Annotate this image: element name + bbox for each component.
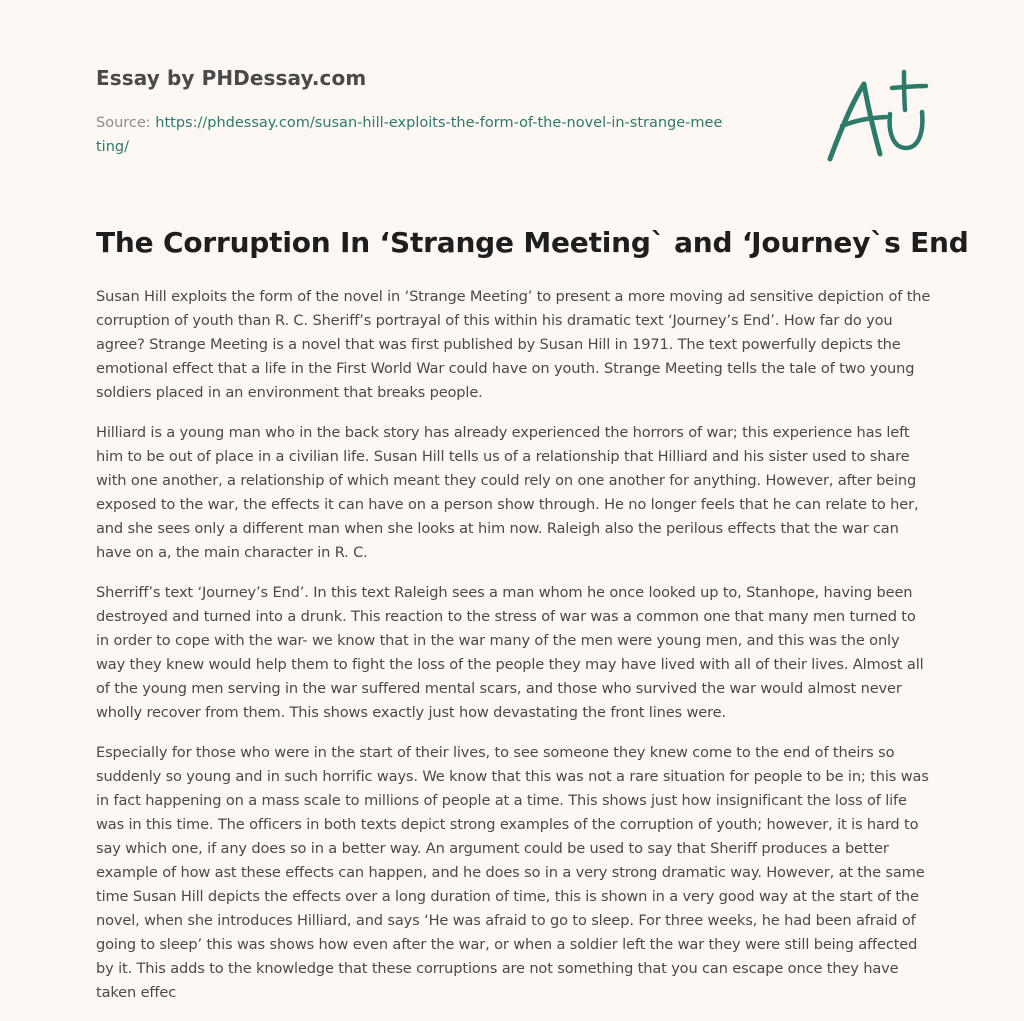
source-line xyxy=(96,111,726,159)
essay-paragraph: Sherriff’s text ‘Journey’s End’. In this text Raleigh sees a man whom he once looked up to, Stanhope, having been destroyed and turned into a drunk. This reaction to the stress of war was a common one that many men turned to in order to cope with the war- we know that in the war many of the men were young men, and this was the only way they knew would help them to fight the loss of the people they may have lived with all of their lives. Almost all of the young men serving in the war suffered mental scars, and those who survived the war would almost never wholly recover from them. This shows exactly just how devastating the front lines were. xyxy=(96,584,924,721)
essay-paragraph: Susan Hill exploits the form of the novel in ‘Strange Meeting’ to present a more moving ad sensitive depiction of the corruption of youth than R. C. Sheriff’s portrayal of this within his dramatic text ‘Journey’s End’. How far do you agree? Strange Meeting is a novel that was first published by Susan Hill in 1971. The text powerfully depicts the emotional effect that a life in the First World War could have on youth. Strange Meeting tells the tale of two young soldiers placed in an environment that breaks people. xyxy=(96,288,931,401)
a-plus-logo-icon xyxy=(818,62,938,172)
document-title: The Corruption In ‘Strange Meeting` and ‘Journey`s End xyxy=(96,226,969,259)
source-link[interactable]: https://phdessay.com/susan-hill-exploits-the-form-of-the-novel-in-strange-meeting/ xyxy=(96,115,723,155)
essay-paragraph: Especially for those who were in the start of their lives, to see someone they knew come to the end of theirs so suddenly so young and in such horrific ways. We know that this was not a rare situation for people to be in; this was in fact happening on a mass scale to millions of people at a time. This shows just how insignificant the loss of life was in this time. The officers in both texts depict strong examples of the corruption of youth; however, it is hard to say which one, if any does so in a better way. An argument could be used to say that Sheriff produces a better example of how ast these effects can happen, and he does so in a very strong dramatic way. However, at the same time Susan Hill depicts the effects over a long duration of time, this is shown in a very good way at the start of the novel, when she introduces Hilliard, and says ‘He was afraid to go to sleep. For three weeks, he had been afraid of going to sleep’ this was shows how even after the war, or when a soldier left the war they were still being affected by it. This adds to the knowledge that these corruptions are not something that you can escape once they have taken effec xyxy=(96,744,929,1001)
source-label: Source: xyxy=(96,115,151,131)
essay-paragraph: Hilliard is a young man who in the back story has already experienced the horrors of war; this experience has left him to be out of place in a civilian life. Susan Hill tells us of a relationship that Hilliard and his sister used to share with one another, a relationship of which meant they could rely on one another for anything. However, after being exposed to the war, the effects it can have on a person show through. He no longer feels that he can relate to her, and she sees only a different man when she looks at him now. Raleigh also the perilous effects that the war can have on a, the main character in R. C. xyxy=(96,424,919,561)
site-title: Essay by PHDessay.com xyxy=(96,66,367,90)
essay-body xyxy=(96,285,932,1021)
